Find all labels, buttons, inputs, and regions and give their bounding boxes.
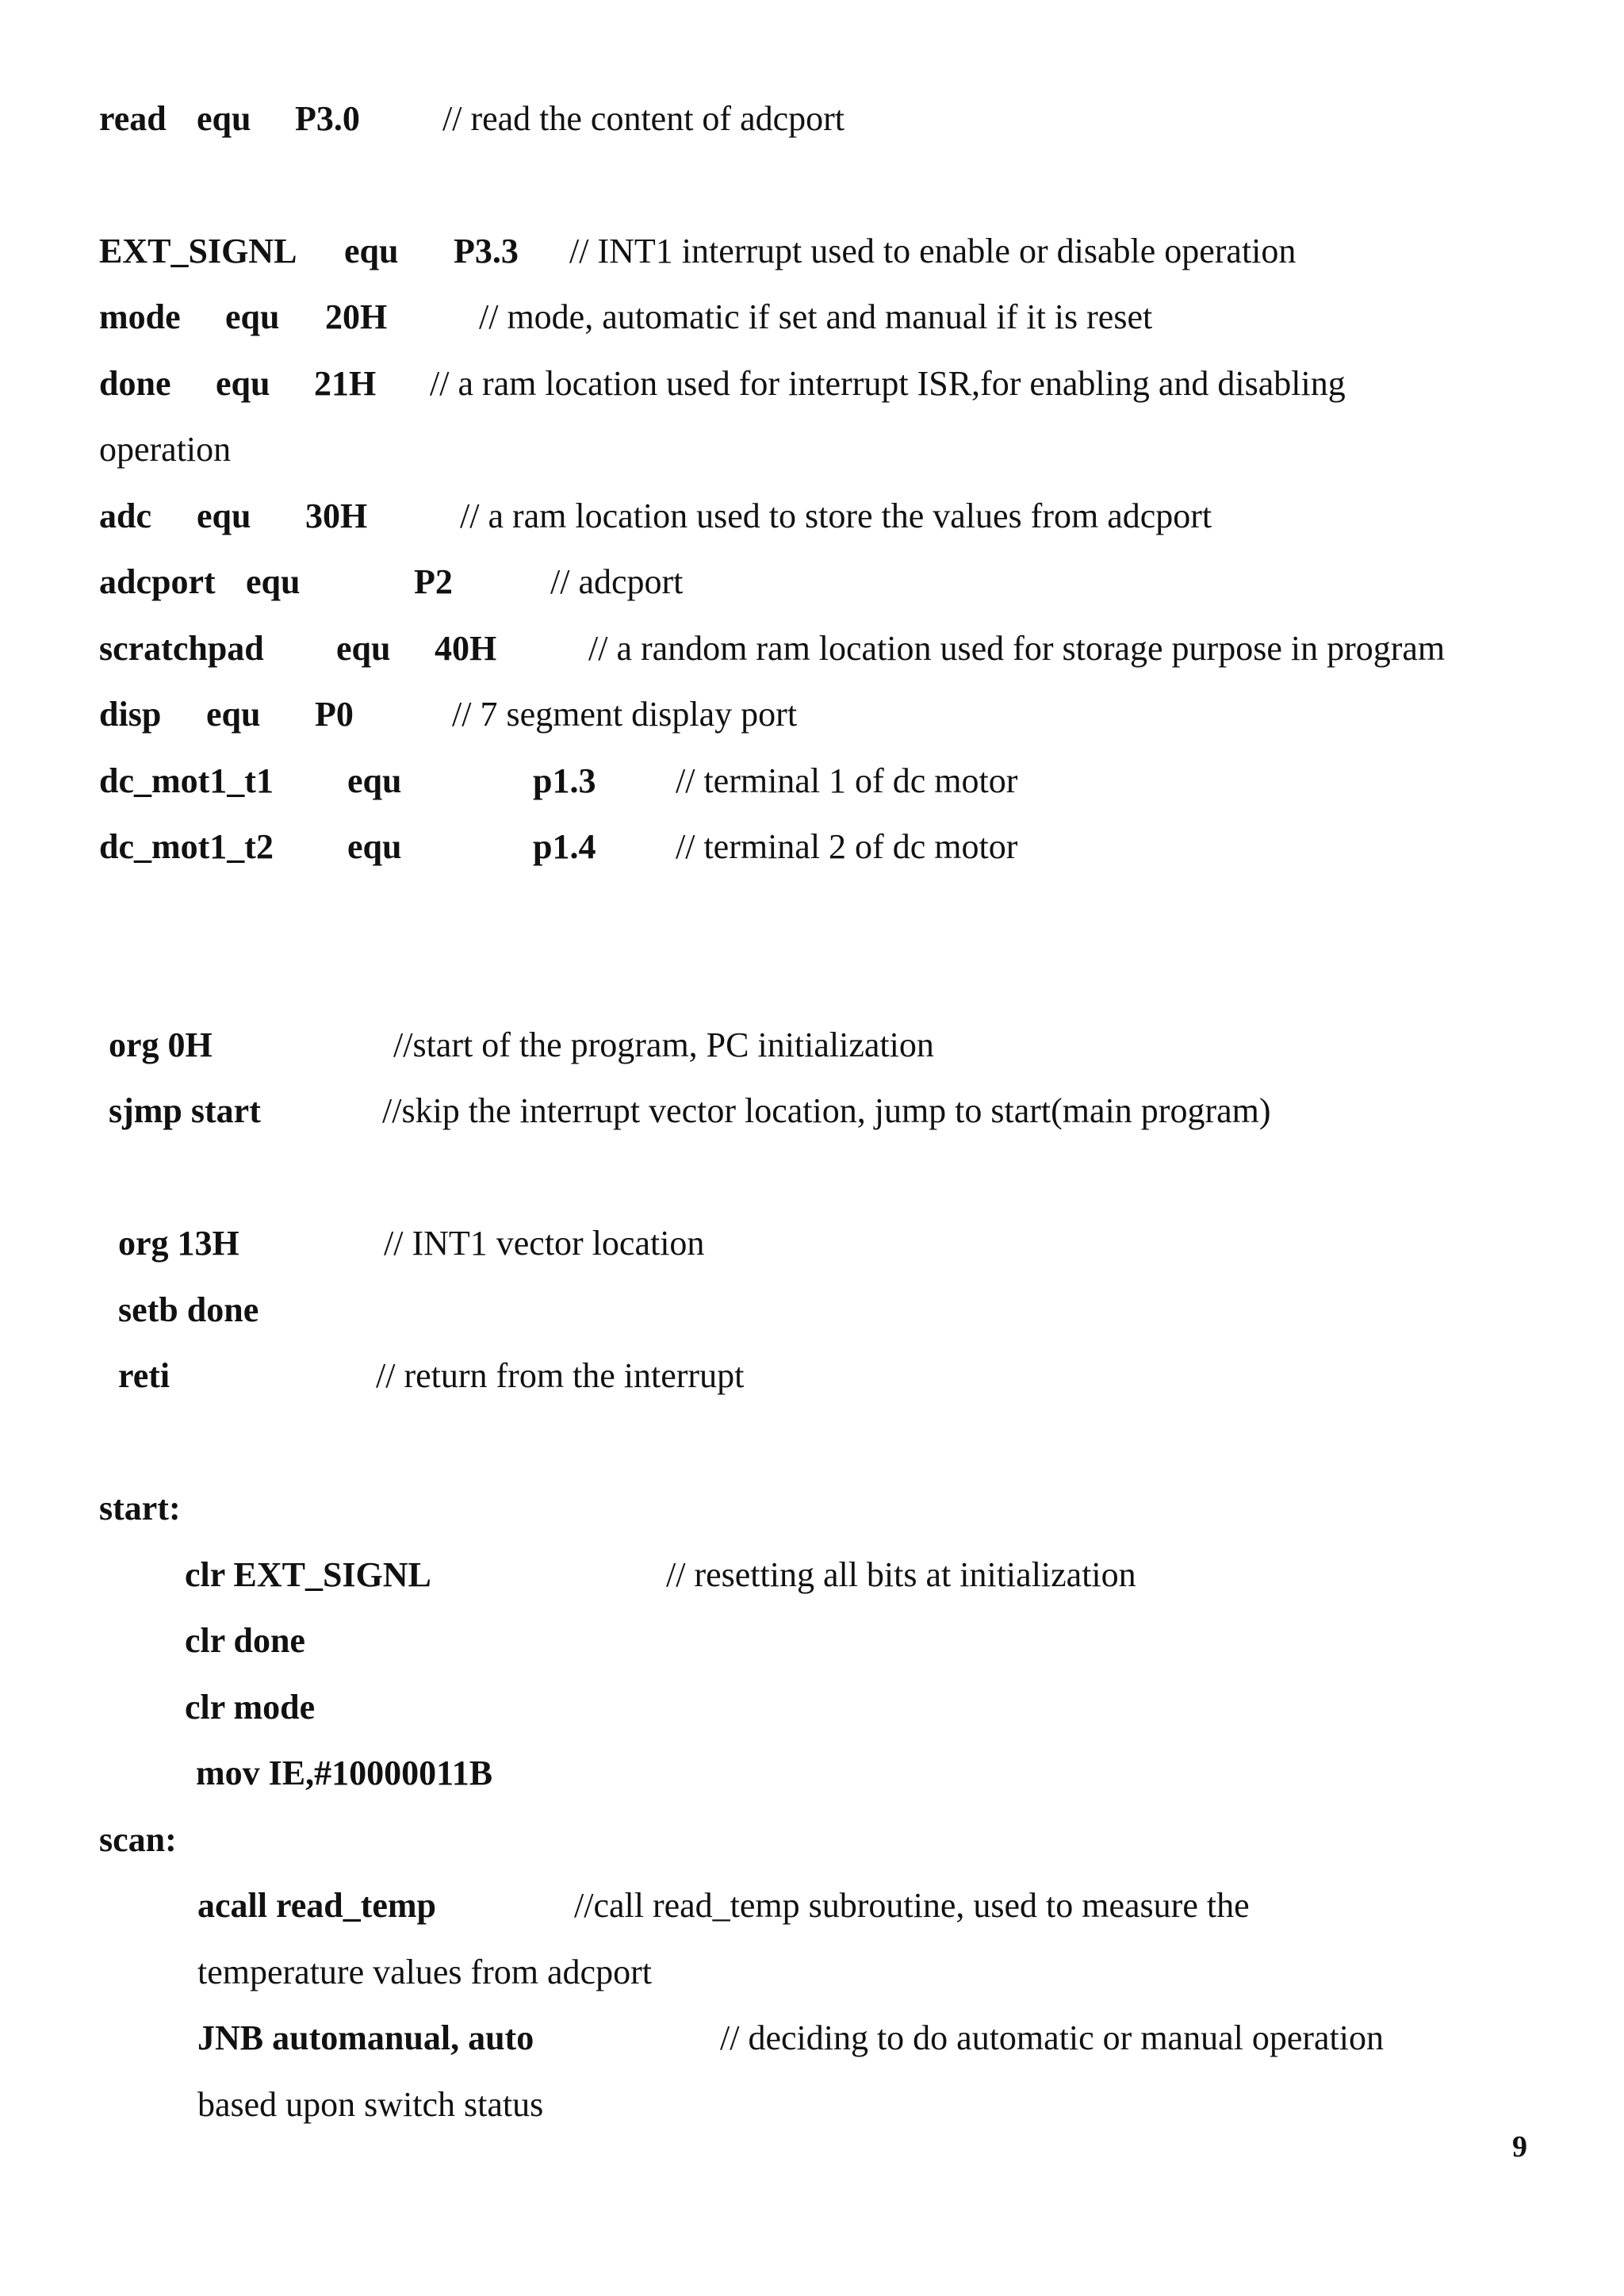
code-comment: // a ram location used to store the values from adcport	[460, 496, 1212, 535]
equate-value: p1.3	[533, 761, 596, 800]
equate-keyword: equ	[336, 629, 391, 668]
equate-value: 21H	[314, 364, 377, 403]
equate-keyword: equ	[347, 827, 402, 866]
code-comment: // terminal 1 of dc motor	[676, 761, 1018, 800]
code-comment-continuation: based upon switch status	[197, 2085, 544, 2124]
equate-value: P2	[414, 562, 453, 601]
code-comment: //call read_temp subroutine, used to measure the	[574, 1886, 1250, 1925]
equate-keyword: equ	[197, 496, 251, 535]
equate-name: read	[99, 99, 167, 138]
code-comment: // a ram location used for interrupt ISR,for enabling and disabling	[430, 364, 1346, 403]
equate-name: done	[99, 364, 171, 403]
equate-keyword: equ	[344, 232, 399, 270]
equate-keyword: equ	[347, 761, 402, 800]
code-instruction: mov IE,#10000011B	[196, 1754, 493, 1792]
equate-value: P3.0	[295, 99, 360, 138]
code-comment: // INT1 vector location	[384, 1224, 705, 1263]
equate-name: EXT_SIGNL	[99, 232, 297, 270]
code-instruction: clr mode	[185, 1688, 316, 1727]
code-instruction: org 13H	[118, 1224, 239, 1263]
code-instruction: clr done	[185, 1621, 305, 1660]
equate-name: mode	[99, 297, 181, 336]
code-instruction: org 0H	[109, 1025, 213, 1064]
equate-value: P3.3	[454, 232, 519, 270]
code-comment: // a random ram location used for storage purpose in program	[588, 629, 1446, 668]
code-instruction: JNB automanual, auto	[197, 2018, 534, 2057]
equate-value: p1.4	[533, 827, 596, 866]
code-comment: // 7 segment display port	[452, 695, 798, 734]
code-instruction: acall read_temp	[197, 1886, 437, 1925]
equate-value: 20H	[325, 297, 388, 336]
code-comment: // adcport	[550, 562, 684, 601]
code-comment: //skip the interrupt vector location, jump to start(main program)	[382, 1091, 1271, 1130]
code-comment: // mode, automatic if set and manual if it is reset	[479, 297, 1153, 336]
equate-value: 40H	[435, 629, 497, 668]
page-number: 9	[1512, 2130, 1527, 2164]
equate-value: 30H	[305, 496, 368, 535]
equate-keyword: equ	[216, 364, 270, 403]
code-comment: // read the content of adcport	[442, 99, 845, 138]
equate-name: disp	[99, 695, 162, 734]
code-comment-continuation: temperature values from adcport	[197, 1953, 652, 1991]
code-comment: // deciding to do automatic or manual operation	[720, 2018, 1384, 2057]
equate-name: dc_mot1_t2	[99, 827, 274, 866]
code-comment: //start of the program, PC initialization	[393, 1025, 934, 1064]
code-label: scan:	[99, 1820, 177, 1859]
code-comment: // return from the interrupt	[376, 1356, 745, 1395]
equate-name: adcport	[99, 562, 216, 601]
code-comment: // INT1 interrupt used to enable or disable operation	[569, 232, 1297, 270]
code-label: start:	[99, 1489, 181, 1527]
equate-keyword: equ	[246, 562, 301, 601]
equate-value: P0	[315, 695, 354, 734]
equate-name: adc	[99, 496, 151, 535]
equate-keyword: equ	[206, 695, 261, 734]
equate-keyword: equ	[197, 99, 251, 138]
code-instruction: clr EXT_SIGNL	[185, 1555, 431, 1594]
code-instruction: setb done	[118, 1290, 259, 1329]
code-comment-continuation: operation	[99, 430, 232, 469]
code-comment: // resetting all bits at initialization	[666, 1555, 1136, 1594]
code-instruction: sjmp start	[109, 1091, 261, 1130]
equate-name: dc_mot1_t1	[99, 761, 274, 800]
equate-keyword: equ	[225, 297, 280, 336]
code-comment: // terminal 2 of dc motor	[676, 827, 1018, 866]
equate-name: scratchpad	[99, 629, 264, 668]
code-instruction: reti	[118, 1356, 170, 1395]
